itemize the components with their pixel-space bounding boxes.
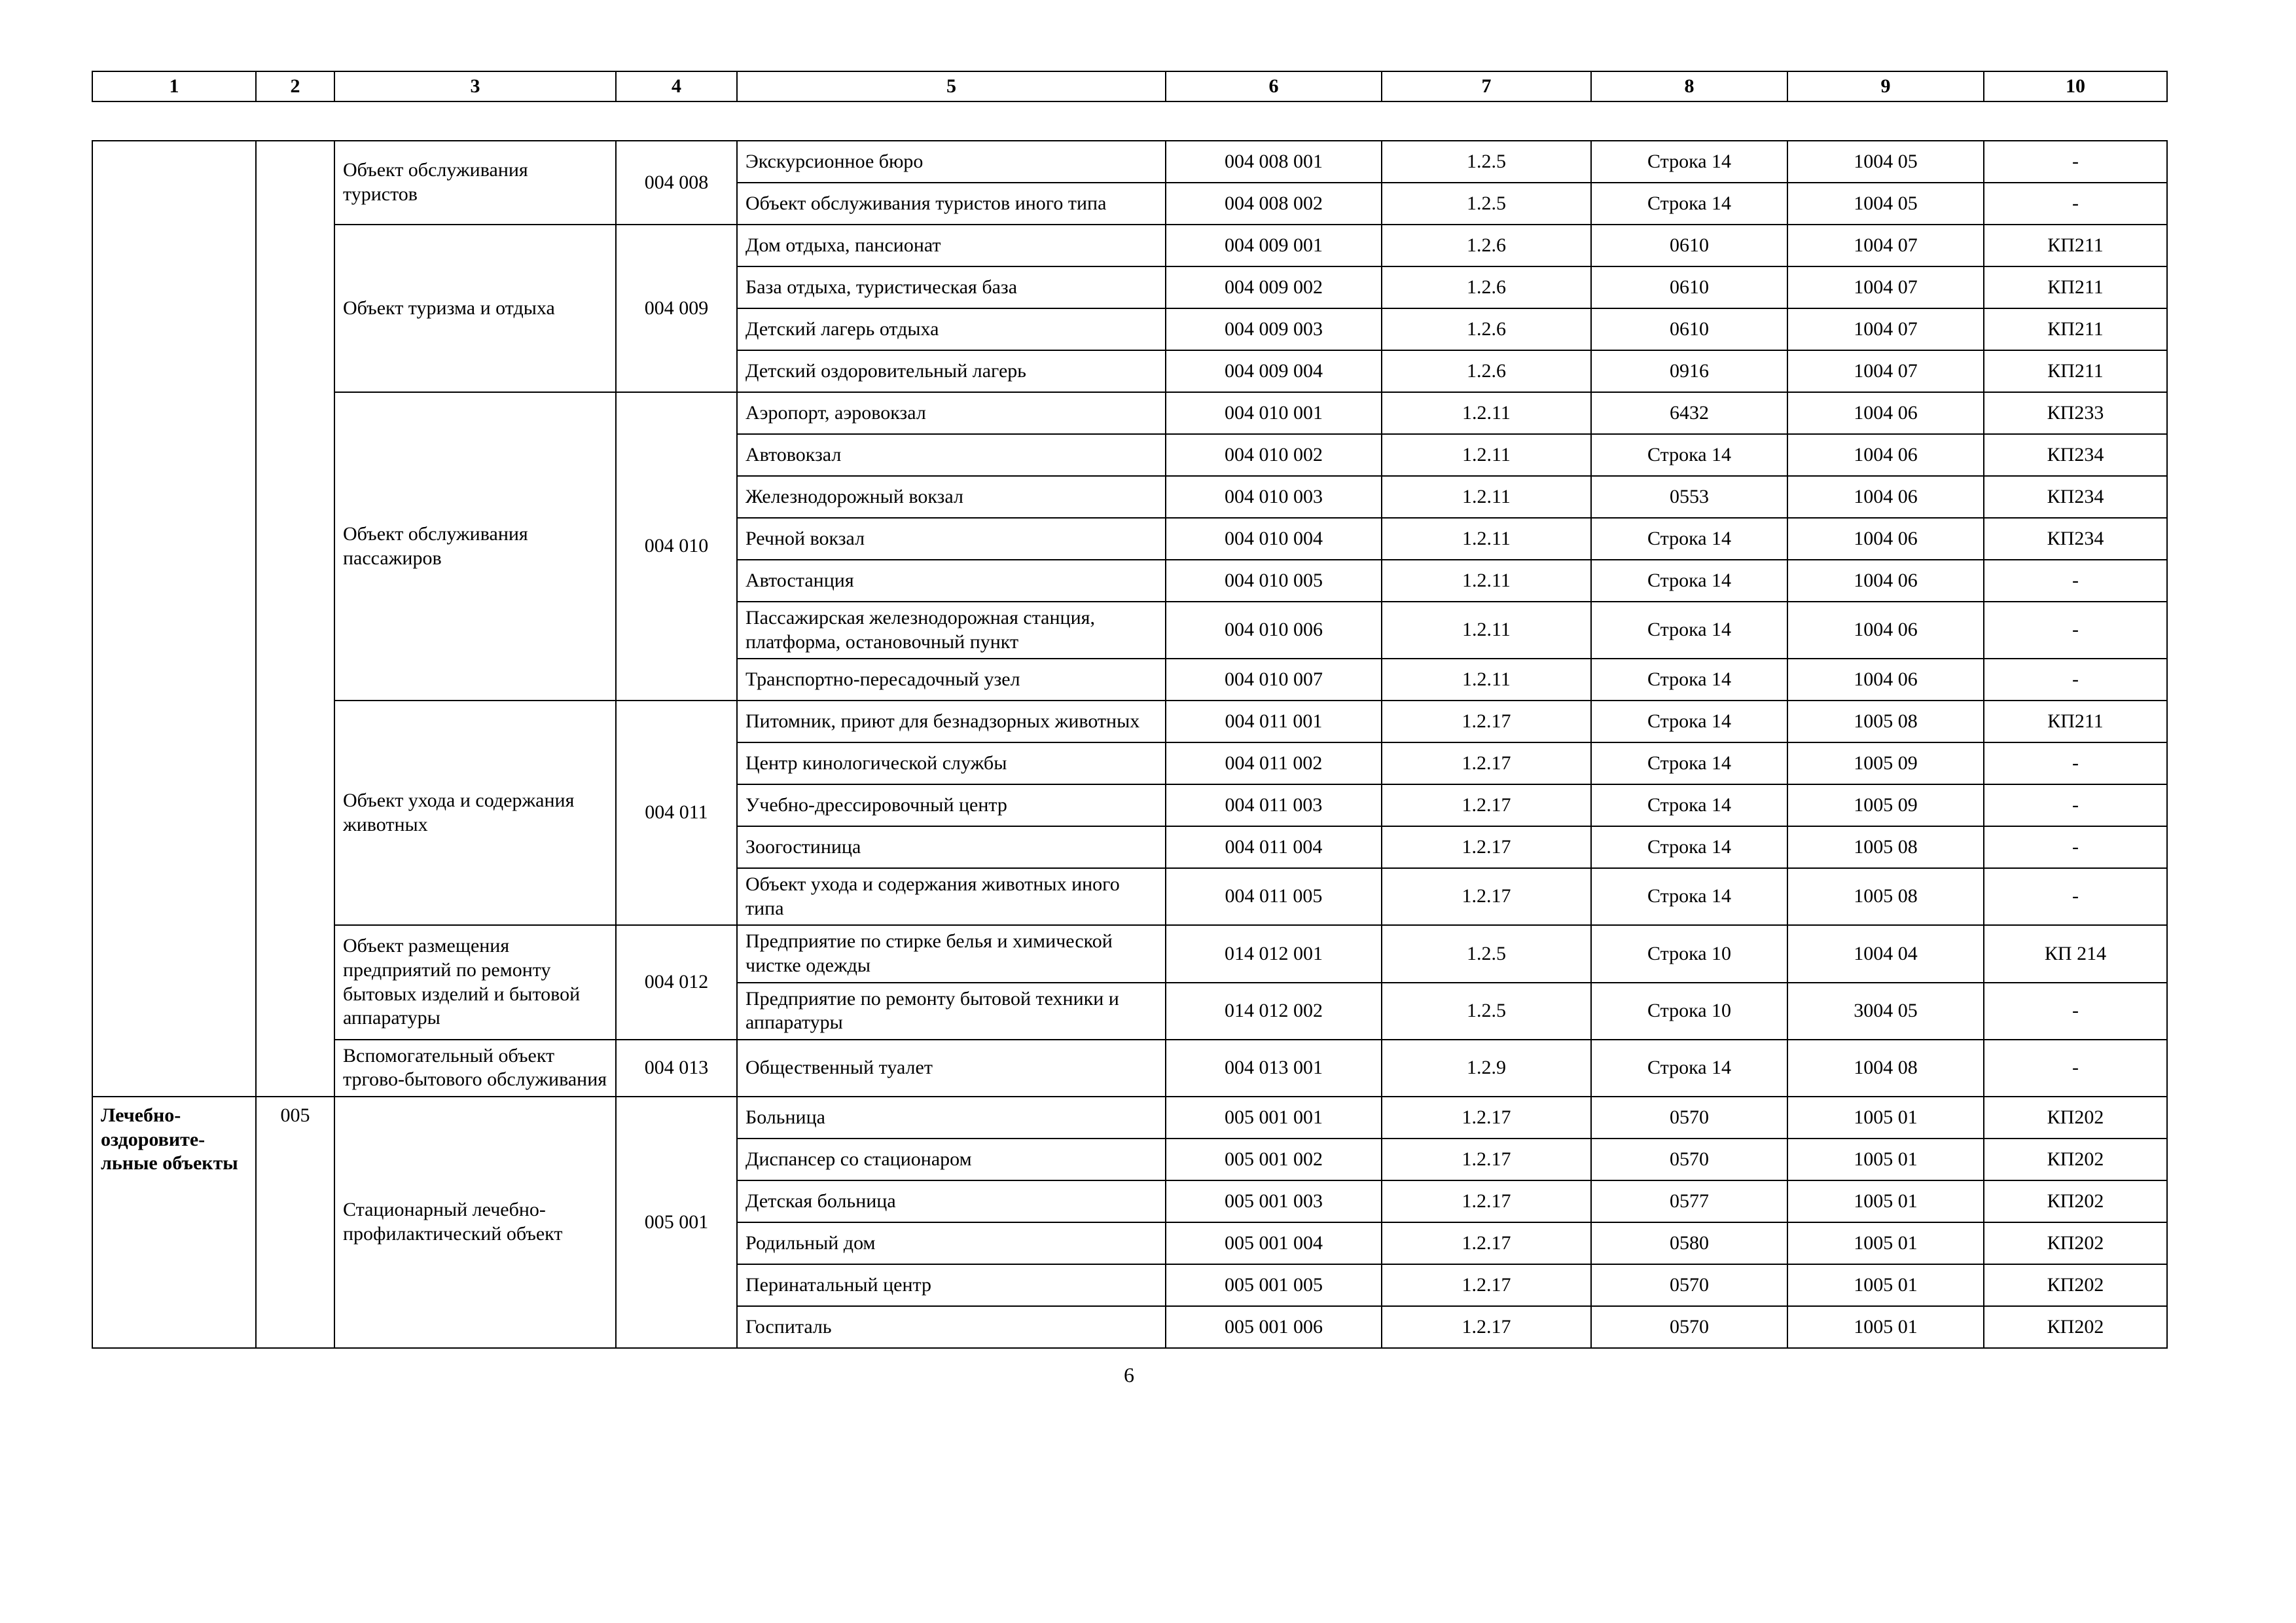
ref-row-cell: Строка 14 xyxy=(1591,602,1787,659)
ref-level-cell: 1.2.11 xyxy=(1382,560,1591,602)
kp-code-cell: - xyxy=(1984,868,2167,925)
ref-row-cell: 6432 xyxy=(1591,392,1787,434)
ref-code-cell: 1005 01 xyxy=(1787,1139,1984,1180)
object-code-cell: 004 010 001 xyxy=(1166,392,1382,434)
object-name-cell: Учебно-дрессировочный центр xyxy=(737,784,1166,826)
object-code-cell: 004 013 001 xyxy=(1166,1040,1382,1097)
object-code-cell: 004 010 003 xyxy=(1166,476,1382,518)
object-code-cell: 004 009 003 xyxy=(1166,308,1382,350)
ref-level-cell: 1.2.6 xyxy=(1382,350,1591,392)
kp-code-cell: - xyxy=(1984,183,2167,225)
object-code-cell: 004 011 001 xyxy=(1166,701,1382,742)
section-name-cell: Лечебно-оздоровите-льные объекты xyxy=(92,1097,256,1348)
ref-code-cell: 3004 05 xyxy=(1787,983,1984,1040)
ref-code-cell: 1004 06 xyxy=(1787,434,1984,476)
object-type-code-cell: 004 012 xyxy=(616,925,737,1039)
kp-code-cell: КП211 xyxy=(1984,350,2167,392)
object-type-cell: Объект обслуживания туристов xyxy=(334,141,616,225)
ref-level-cell: 1.2.17 xyxy=(1382,1222,1591,1264)
table-row xyxy=(92,1097,2167,1139)
kp-code-cell: КП234 xyxy=(1984,434,2167,476)
object-code-cell: 005 001 001 xyxy=(1166,1097,1382,1139)
ref-level-cell: 1.2.17 xyxy=(1382,1264,1591,1306)
object-name-cell: Зоогостиница xyxy=(737,826,1166,868)
column-header-5: 5 xyxy=(737,71,1166,101)
object-code-cell: 005 001 002 xyxy=(1166,1139,1382,1180)
object-type-code-cell: 004 008 xyxy=(616,141,737,225)
ref-code-cell: 1005 08 xyxy=(1787,868,1984,925)
object-code-cell: 005 001 006 xyxy=(1166,1306,1382,1348)
kp-code-cell: КП202 xyxy=(1984,1306,2167,1348)
page-number: 6 xyxy=(1124,1362,1134,1387)
ref-row-cell: Строка 10 xyxy=(1591,925,1787,982)
ref-level-cell: 1.2.17 xyxy=(1382,784,1591,826)
kp-code-cell: КП234 xyxy=(1984,476,2167,518)
kp-code-cell: КП233 xyxy=(1984,392,2167,434)
ref-row-cell: Строка 14 xyxy=(1591,183,1787,225)
object-code-cell: 014 012 001 xyxy=(1166,925,1382,982)
ref-row-cell: 0570 xyxy=(1591,1264,1787,1306)
table-row xyxy=(92,1040,2167,1097)
object-name-cell: Речной вокзал xyxy=(737,518,1166,560)
object-name-cell: Объект ухода и содержания животных иного типа xyxy=(737,868,1166,925)
ref-level-cell: 1.2.5 xyxy=(1382,141,1591,183)
object-type-cell: Объект туризма и отдыха xyxy=(334,225,616,392)
ref-level-cell: 1.2.17 xyxy=(1382,826,1591,868)
ref-code-cell: 1005 08 xyxy=(1787,826,1984,868)
table-row xyxy=(92,925,2167,982)
ref-row-cell: Строка 14 xyxy=(1591,518,1787,560)
column-header-10: 10 xyxy=(1984,71,2167,101)
ref-row-cell: 0610 xyxy=(1591,308,1787,350)
ref-code-cell: 1004 08 xyxy=(1787,1040,1984,1097)
object-code-cell: 004 008 002 xyxy=(1166,183,1382,225)
ref-row-cell: 0916 xyxy=(1591,350,1787,392)
object-name-cell: Центр кинологической службы xyxy=(737,742,1166,784)
ref-code-cell: 1005 08 xyxy=(1787,701,1984,742)
kp-code-cell: КП202 xyxy=(1984,1097,2167,1139)
object-name-cell: Предприятие по ремонту бытовой техники и аппаратуры xyxy=(737,983,1166,1040)
object-name-cell: Экскурсионное бюро xyxy=(737,141,1166,183)
object-name-cell: Дом отдыха, пансионат xyxy=(737,225,1166,266)
ref-code-cell: 1004 06 xyxy=(1787,560,1984,602)
object-name-cell: Автовокзал xyxy=(737,434,1166,476)
column-header-1: 1 xyxy=(92,71,256,101)
ref-row-cell: 0553 xyxy=(1591,476,1787,518)
ref-level-cell: 1.2.11 xyxy=(1382,518,1591,560)
object-code-cell: 005 001 003 xyxy=(1166,1180,1382,1222)
object-name-cell: Детская больница xyxy=(737,1180,1166,1222)
ref-code-cell: 1005 09 xyxy=(1787,784,1984,826)
kp-code-cell: КП211 xyxy=(1984,266,2167,308)
document-page xyxy=(92,71,2166,1387)
kp-code-cell: КП202 xyxy=(1984,1180,2167,1222)
ref-level-cell: 1.2.17 xyxy=(1382,1180,1591,1222)
ref-code-cell: 1005 01 xyxy=(1787,1306,1984,1348)
object-type-cell: Объект обслуживания пассажиров xyxy=(334,392,616,701)
ref-level-cell: 1.2.11 xyxy=(1382,476,1591,518)
kp-code-cell: КП 214 xyxy=(1984,925,2167,982)
classifier-table xyxy=(92,140,2168,1349)
object-type-cell: Вспомогательный объект тргово-бытового обслуживания xyxy=(334,1040,616,1097)
column-header-9: 9 xyxy=(1787,71,1984,101)
table-row xyxy=(92,225,2167,266)
object-code-cell: 004 010 002 xyxy=(1166,434,1382,476)
ref-row-cell: Строка 14 xyxy=(1591,826,1787,868)
object-code-cell: 004 010 007 xyxy=(1166,659,1382,701)
classifier-table-body xyxy=(92,141,2167,1348)
object-code-cell: 004 011 004 xyxy=(1166,826,1382,868)
object-name-cell: Родильный дом xyxy=(737,1222,1166,1264)
object-type-cell: Стационарный лечебно-профилактический объект xyxy=(334,1097,616,1348)
object-code-cell: 005 001 005 xyxy=(1166,1264,1382,1306)
object-code-cell: 004 011 005 xyxy=(1166,868,1382,925)
ref-row-cell: 0610 xyxy=(1591,266,1787,308)
kp-code-cell: - xyxy=(1984,784,2167,826)
ref-row-cell: 0570 xyxy=(1591,1097,1787,1139)
object-name-cell: Общественный туалет xyxy=(737,1040,1166,1097)
object-name-cell: Аэропорт, аэровокзал xyxy=(737,392,1166,434)
column-header-6: 6 xyxy=(1166,71,1382,101)
object-name-cell: Диспансер со стационаром xyxy=(737,1139,1166,1180)
ref-row-cell: Строка 14 xyxy=(1591,742,1787,784)
ref-row-cell: Строка 14 xyxy=(1591,784,1787,826)
object-code-cell: 004 011 002 xyxy=(1166,742,1382,784)
object-code-cell: 004 009 001 xyxy=(1166,225,1382,266)
column-header-7: 7 xyxy=(1382,71,1591,101)
object-type-code-cell: 004 013 xyxy=(616,1040,737,1097)
ref-level-cell: 1.2.11 xyxy=(1382,392,1591,434)
object-name-cell: Перинатальный центр xyxy=(737,1264,1166,1306)
object-code-cell: 004 011 003 xyxy=(1166,784,1382,826)
object-type-cell: Объект размещения предприятий по ремонту бытовых изделий и бытовой аппаратуры xyxy=(334,925,616,1039)
ref-code-cell: 1004 06 xyxy=(1787,602,1984,659)
ref-row-cell: Строка 14 xyxy=(1591,560,1787,602)
ref-level-cell: 1.2.5 xyxy=(1382,983,1591,1040)
object-name-cell: Транспортно-пересадочный узел xyxy=(737,659,1166,701)
object-code-cell: 004 009 002 xyxy=(1166,266,1382,308)
ref-row-cell: 0570 xyxy=(1591,1139,1787,1180)
ref-code-cell: 1005 01 xyxy=(1787,1097,1984,1139)
ref-row-cell: Строка 14 xyxy=(1591,1040,1787,1097)
kp-code-cell: - xyxy=(1984,742,2167,784)
section-code-cell: 005 xyxy=(256,1097,334,1348)
ref-level-cell: 1.2.9 xyxy=(1382,1040,1591,1097)
ref-level-cell: 1.2.17 xyxy=(1382,742,1591,784)
column-headers-table xyxy=(92,71,2168,102)
kp-code-cell: - xyxy=(1984,602,2167,659)
ref-code-cell: 1004 07 xyxy=(1787,225,1984,266)
object-type-cell: Объект ухода и содержания животных xyxy=(334,701,616,925)
ref-row-cell: Строка 14 xyxy=(1591,701,1787,742)
ref-row-cell: 0570 xyxy=(1591,1306,1787,1348)
ref-level-cell: 1.2.11 xyxy=(1382,659,1591,701)
ref-row-cell: Строка 14 xyxy=(1591,434,1787,476)
object-type-code-cell: 004 009 xyxy=(616,225,737,392)
kp-code-cell: КП234 xyxy=(1984,518,2167,560)
object-name-cell: Автостанция xyxy=(737,560,1166,602)
object-name-cell: Госпиталь xyxy=(737,1306,1166,1348)
kp-code-cell: КП202 xyxy=(1984,1139,2167,1180)
object-name-cell: Детский оздоровительный лагерь xyxy=(737,350,1166,392)
ref-row-cell: 0577 xyxy=(1591,1180,1787,1222)
kp-code-cell: КП202 xyxy=(1984,1222,2167,1264)
object-name-cell: Пассажирская железнодорожная станция, платформа, остановочный пункт xyxy=(737,602,1166,659)
ref-level-cell: 1.2.11 xyxy=(1382,434,1591,476)
ref-row-cell: 0610 xyxy=(1591,225,1787,266)
column-header-4: 4 xyxy=(616,71,737,101)
kp-code-cell: - xyxy=(1984,560,2167,602)
ref-row-cell: Строка 14 xyxy=(1591,659,1787,701)
ref-code-cell: 1004 05 xyxy=(1787,141,1984,183)
ref-code-cell: 1004 07 xyxy=(1787,308,1984,350)
object-code-cell: 004 010 006 xyxy=(1166,602,1382,659)
object-code-cell: 004 009 004 xyxy=(1166,350,1382,392)
object-code-cell: 004 010 005 xyxy=(1166,560,1382,602)
kp-code-cell: - xyxy=(1984,983,2167,1040)
ref-code-cell: 1005 09 xyxy=(1787,742,1984,784)
ref-code-cell: 1004 06 xyxy=(1787,659,1984,701)
kp-code-cell: - xyxy=(1984,1040,2167,1097)
kp-code-cell: КП211 xyxy=(1984,701,2167,742)
ref-level-cell: 1.2.17 xyxy=(1382,1306,1591,1348)
object-name-cell: Железнодорожный вокзал xyxy=(737,476,1166,518)
table-row xyxy=(92,141,2167,183)
object-name-cell: База отдыха, туристическая база xyxy=(737,266,1166,308)
ref-code-cell: 1004 05 xyxy=(1787,183,1984,225)
object-code-cell: 014 012 002 xyxy=(1166,983,1382,1040)
kp-code-cell: КП211 xyxy=(1984,308,2167,350)
table-row xyxy=(92,392,2167,434)
object-name-cell: Детский лагерь отдыха xyxy=(737,308,1166,350)
ref-code-cell: 1005 01 xyxy=(1787,1180,1984,1222)
object-name-cell: Объект обслуживания туристов иного типа xyxy=(737,183,1166,225)
object-name-cell: Питомник, приют для безнадзорных животных xyxy=(737,701,1166,742)
table-row xyxy=(92,701,2167,742)
object-type-code-cell: 004 011 xyxy=(616,701,737,925)
kp-code-cell: - xyxy=(1984,659,2167,701)
ref-code-cell: 1005 01 xyxy=(1787,1222,1984,1264)
ref-level-cell: 1.2.17 xyxy=(1382,701,1591,742)
section-name-cell xyxy=(92,141,256,1097)
column-header-row xyxy=(92,71,2167,101)
object-code-cell: 004 008 001 xyxy=(1166,141,1382,183)
ref-level-cell: 1.2.5 xyxy=(1382,183,1591,225)
ref-code-cell: 1004 07 xyxy=(1787,350,1984,392)
ref-row-cell: 0580 xyxy=(1591,1222,1787,1264)
ref-code-cell: 1004 06 xyxy=(1787,518,1984,560)
kp-code-cell: КП202 xyxy=(1984,1264,2167,1306)
ref-level-cell: 1.2.17 xyxy=(1382,1097,1591,1139)
column-header-8: 8 xyxy=(1591,71,1787,101)
ref-code-cell: 1004 07 xyxy=(1787,266,1984,308)
ref-row-cell: Строка 10 xyxy=(1591,983,1787,1040)
ref-row-cell: Строка 14 xyxy=(1591,868,1787,925)
ref-code-cell: 1004 06 xyxy=(1787,392,1984,434)
ref-level-cell: 1.2.5 xyxy=(1382,925,1591,982)
kp-code-cell: - xyxy=(1984,141,2167,183)
object-type-code-cell: 005 001 xyxy=(616,1097,737,1348)
column-header-3: 3 xyxy=(334,71,616,101)
ref-code-cell: 1005 01 xyxy=(1787,1264,1984,1306)
object-code-cell: 005 001 004 xyxy=(1166,1222,1382,1264)
object-code-cell: 004 010 004 xyxy=(1166,518,1382,560)
kp-code-cell: - xyxy=(1984,826,2167,868)
ref-code-cell: 1004 04 xyxy=(1787,925,1984,982)
ref-level-cell: 1.2.17 xyxy=(1382,868,1591,925)
column-header-2: 2 xyxy=(256,71,334,101)
ref-code-cell: 1004 06 xyxy=(1787,476,1984,518)
ref-row-cell: Строка 14 xyxy=(1591,141,1787,183)
ref-level-cell: 1.2.17 xyxy=(1382,1139,1591,1180)
section-code-cell xyxy=(256,141,334,1097)
object-name-cell: Больница xyxy=(737,1097,1166,1139)
ref-level-cell: 1.2.11 xyxy=(1382,602,1591,659)
ref-level-cell: 1.2.6 xyxy=(1382,225,1591,266)
ref-level-cell: 1.2.6 xyxy=(1382,308,1591,350)
ref-level-cell: 1.2.6 xyxy=(1382,266,1591,308)
object-type-code-cell: 004 010 xyxy=(616,392,737,701)
object-name-cell: Предприятие по стирке белья и химической чистке одежды xyxy=(737,925,1166,982)
kp-code-cell: КП211 xyxy=(1984,225,2167,266)
